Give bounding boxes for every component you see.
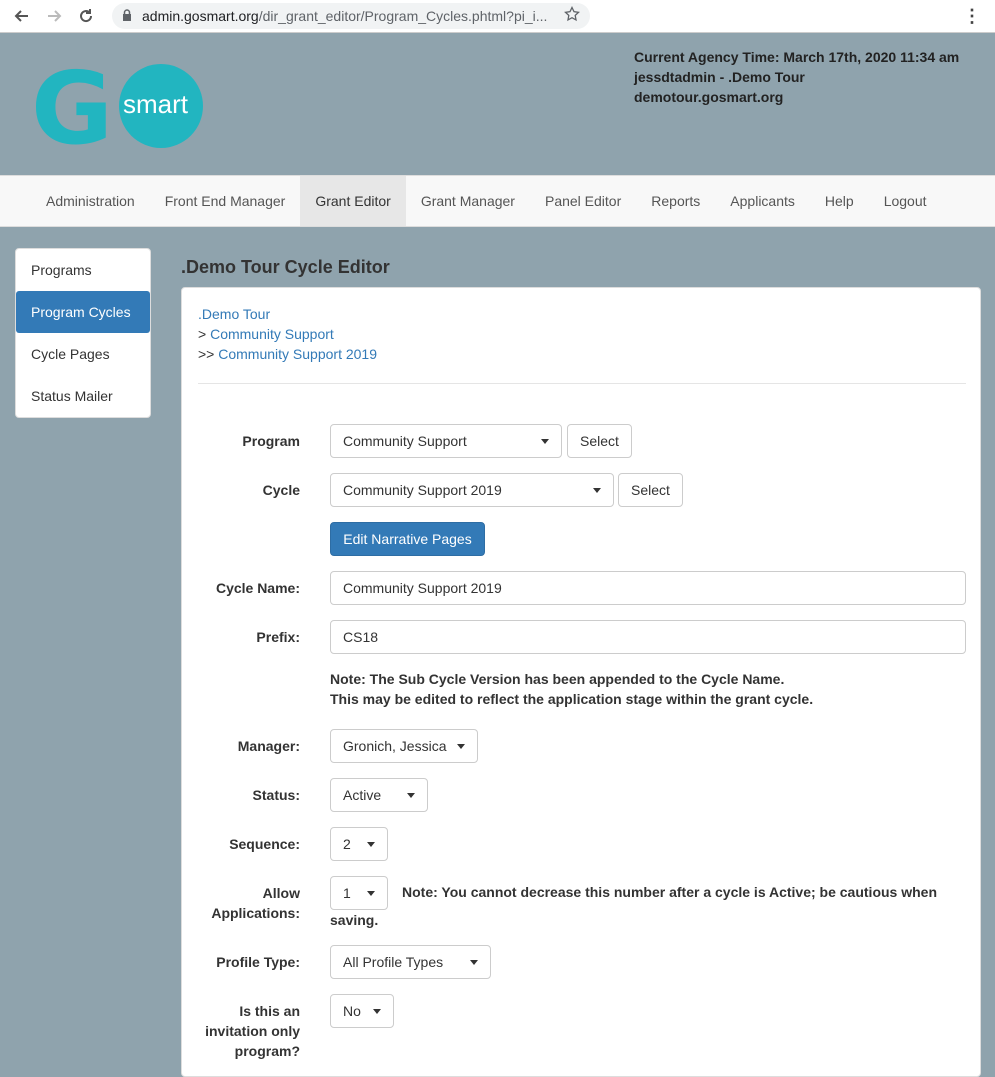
sidebar-item-programs[interactable]: Programs — [31, 262, 92, 278]
site-header — [0, 33, 995, 175]
prefix-label: Prefix: — [256, 629, 300, 645]
nav-grant-editor[interactable]: Grant Editor — [300, 176, 405, 226]
program-select-button[interactable]: Select — [567, 424, 632, 458]
chevron-down-icon — [541, 439, 549, 444]
browser-toolbar — [0, 0, 995, 33]
lock-icon — [122, 8, 132, 24]
prefix-input[interactable]: CS18 — [330, 620, 966, 654]
allow-applications-note-line1: Note: You cannot decrease this number after a cycle is Active; be cautious when — [402, 884, 938, 900]
sub-cycle-note-line2: This may be edited to reflect the application stage within the grant cycle. — [330, 691, 814, 707]
nav-front-end-manager[interactable]: Front End Manager — [164, 193, 286, 209]
nav-panel-editor[interactable]: Panel Editor — [544, 193, 622, 209]
nav-logout[interactable]: Logout — [883, 193, 927, 209]
breadcrumb-demo-tour[interactable]: .Demo Tour — [198, 306, 271, 322]
cycle-select-button[interactable]: Select — [618, 473, 683, 507]
sequence-label: Sequence: — [229, 836, 300, 852]
cycle-select-value: Community Support 2019 — [343, 482, 502, 498]
manager-select-value: Gronich, Jessica — [343, 738, 447, 754]
sidebar — [15, 248, 151, 418]
sub-cycle-note — [330, 669, 813, 709]
address-bar[interactable] — [112, 3, 590, 29]
allow-applications-label — [180, 883, 300, 923]
cycle-select[interactable] — [330, 473, 614, 507]
page-title: .Demo Tour Cycle Editor — [181, 257, 390, 277]
status-label: Status: — [252, 787, 300, 803]
gosmart-logo — [31, 61, 206, 154]
chevron-down-icon — [367, 891, 375, 896]
breadcrumb-prefix: > — [198, 326, 211, 342]
chevron-down-icon — [373, 1009, 381, 1014]
cycle-name-label: Cycle Name: — [215, 580, 300, 596]
breadcrumb — [198, 304, 377, 364]
allow-applications-note-line2: saving. — [330, 912, 379, 928]
url-path: /dir_grant_editor/Program_Cycles.phtml?pi_i... — [258, 8, 548, 24]
program-label: Program — [242, 433, 300, 449]
logo-letter: G — [31, 61, 114, 151]
user-line: jessdtadmin - .Demo Tour — [634, 69, 805, 85]
allow-applications-label-line2: Applications: — [211, 905, 300, 921]
chevron-down-icon — [470, 960, 478, 965]
nav-help[interactable]: Help — [824, 193, 854, 209]
agency-time: Current Agency Time: March 17th, 2020 11:34 am — [634, 49, 960, 65]
program-select-value: Community Support — [343, 433, 467, 449]
back-icon[interactable] — [10, 4, 34, 28]
breadcrumb-program[interactable]: Community Support — [210, 326, 334, 342]
sequence-select-value: 2 — [343, 836, 351, 852]
sub-cycle-note-line1: Note: The Sub Cycle Version has been appended to the Cycle Name. — [330, 671, 785, 687]
chevron-down-icon — [457, 744, 465, 749]
breadcrumb-cycle[interactable]: Community Support 2019 — [218, 346, 378, 362]
sidebar-item-status-mailer[interactable]: Status Mailer — [31, 388, 113, 404]
profile-type-select[interactable] — [330, 945, 491, 979]
nav-grant-manager[interactable]: Grant Manager — [420, 193, 515, 209]
invitation-only-label — [180, 1001, 300, 1061]
agency-info — [634, 47, 959, 107]
divider — [198, 383, 966, 384]
chevron-down-icon — [367, 842, 375, 847]
url-host: admin.gosmart.org — [142, 8, 259, 24]
status-select[interactable] — [330, 778, 428, 812]
program-select[interactable] — [330, 424, 562, 458]
logo-word: smart — [123, 89, 188, 119]
profile-type-value: All Profile Types — [343, 954, 444, 970]
allow-applications-label-line1: Allow — [262, 885, 300, 901]
manager-select[interactable] — [330, 729, 478, 763]
browser-menu-icon[interactable]: ⋮ — [963, 6, 981, 26]
forward-icon[interactable] — [42, 4, 66, 28]
chevron-down-icon — [593, 488, 601, 493]
star-icon[interactable] — [564, 6, 580, 25]
cycle-label: Cycle — [262, 482, 300, 498]
invitation-only-label-line2: invitation only — [205, 1023, 300, 1039]
reload-icon[interactable] — [74, 4, 98, 28]
top-nav — [0, 175, 995, 227]
invitation-only-select[interactable] — [330, 994, 394, 1028]
allow-applications-select[interactable] — [330, 876, 388, 910]
status-select-value: Active — [343, 787, 382, 803]
sidebar-item-cycle-pages[interactable]: Cycle Pages — [31, 346, 110, 362]
profile-type-label: Profile Type: — [216, 954, 300, 970]
chevron-down-icon — [407, 793, 415, 798]
agency-domain: demotour.gosmart.org — [634, 89, 784, 105]
cycle-name-input[interactable]: Community Support 2019 — [330, 571, 966, 605]
sidebar-item-program-cycles[interactable]: Program Cycles — [16, 291, 150, 333]
manager-label: Manager: — [237, 738, 300, 754]
nav-reports[interactable]: Reports — [651, 193, 701, 209]
nav-administration[interactable]: Administration — [46, 193, 135, 209]
invitation-only-label-line1: Is this an — [239, 1003, 300, 1019]
allow-applications-value: 1 — [343, 885, 351, 901]
sequence-select[interactable] — [330, 827, 388, 861]
cycle-editor-panel — [181, 287, 981, 1077]
invitation-only-value: No — [343, 1003, 361, 1019]
nav-applicants[interactable]: Applicants — [730, 193, 795, 209]
invitation-only-label-line3: program? — [234, 1043, 300, 1059]
edit-narrative-pages-button[interactable]: Edit Narrative Pages — [330, 522, 485, 556]
breadcrumb-prefix: >> — [198, 346, 219, 362]
